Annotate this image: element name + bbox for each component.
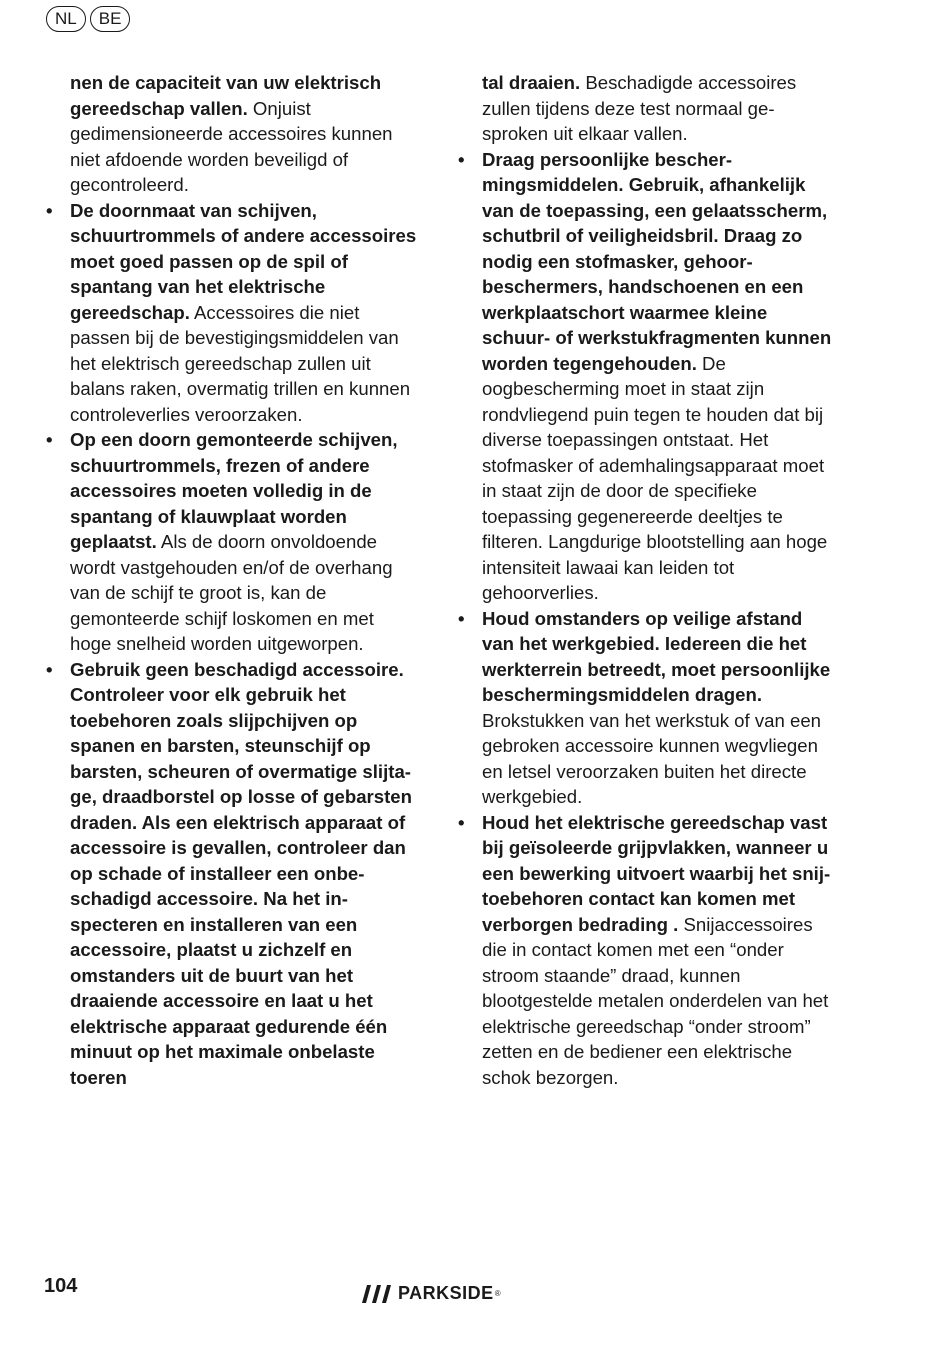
bold-text: Draag persoonlijke beschermingsmiddelen. Gebruik, afhankelijk van de toepassing, een gelaatsscherm, schutbril of veiligheidsbril. Draag zo nodig een stofmasker, gehoorbeschermers, handschoenen en een werkplaatschort waarmee kleine schuur- of werkstukfragmenten kunnen worden tegengehouden. (482, 148, 832, 374)
bold-text: nen de capaciteit van uw elektrisch gereedschap vallen. (70, 72, 382, 119)
body-text: Snijaccessoires die in contact komen met een “onder stroom staande” draad, kunnen blootgestelde metalen onderdelen van het elektrische gereedschap “onder stroom” zetten en de bediener een elektrische schok bezorgen. (482, 913, 829, 1088)
list-item (458, 147, 834, 606)
bold-text: De doornmaat van schijven, schuurtrommels of andere accessoires moet goed passen op de spil of spantang van het elektrische gereedschap. (70, 199, 417, 323)
bold-text: Gebruik geen beschadigd accessoire. Controleer voor elk gebruik het toebehoren zoals slijpchijven op spanen en barsten, steunschijf op barsten, scheuren of overmatige slijtage, draadborstel op losse of gebarsten draden. Als een elektrisch apparaat of accessoire is gevallen, controleer dan op schade of installeer een onbeschadigd accessoire. Na het inspecteren en installeren van een accessoire, plaatst u zichzelf en omstanders uit de buurt van het draaiende accessoire en laat u het elektrische apparaat gedurende één minuut op het maximale onbelaste toeren (70, 658, 412, 1088)
page-number: 104 (44, 1275, 78, 1297)
left-column (46, 70, 420, 1090)
continued-paragraph (482, 70, 834, 147)
list-item (46, 657, 420, 1091)
bullet-icon: • (46, 199, 53, 221)
bullet-icon: • (458, 148, 465, 170)
bold-text: Houd omstanders op veilige afstand van het werkgebied. Iedereen die het werkterrein betreedt, moet persoonlijke beschermingsmiddelen dragen. (482, 607, 831, 705)
bullet-icon: • (458, 811, 465, 833)
body-text: Onjuist gedimensioneerde accessoires kunnen niet afdoende worden beveiligd of gecontroleerd. (70, 97, 393, 195)
bold-text: Op een doorn gemonteerde schijven, schuurtrommels, frezen of andere accessoires moeten volledig in de spantang of klauwplaat worden geplaatst. (70, 429, 398, 552)
bold-text: tal draaien. (482, 72, 581, 93)
continued-paragraph (70, 70, 420, 198)
list-item (458, 810, 834, 1091)
list-item (458, 606, 834, 810)
body-text: Als de doorn onvoldoende wordt vastgehouden en/of de overhang van de schijf te groot is, kan de gemonteerde schijf loskomen en met hoge snelheid worden uitgeworpen. (70, 531, 393, 654)
lang-badge-be: BE (90, 6, 131, 32)
bullet-icon: • (458, 607, 465, 629)
list-item (46, 198, 420, 428)
language-badges (46, 6, 130, 32)
list-item (46, 427, 420, 657)
body-text: Accessoires die niet passen bij de bevestigingsmiddelen van het elektrisch gereedschap zullen uit balans raken, overmatig trillen en kunnen controleverlies veroorzaken. (70, 301, 411, 425)
body-text: Brokstukken van het werkstuk of van een gebroken accessoire kunnen wegvliegen en letsel veroorzaken buiten het directe werkgebied. (482, 709, 821, 807)
body-text: Beschadigde accessoires zullen tijdens deze test normaal gesproken uit elkaar vallen. (482, 72, 797, 144)
lang-badge-nl: NL (46, 6, 86, 32)
right-column (458, 70, 834, 1090)
bullet-icon: • (46, 429, 53, 450)
parkside-logo (362, 1283, 501, 1304)
bold-text: Houd het elektrische gereedschap vast bij geïsoleerde grijpvlakken, wanneer u een bewerking uitvoert waarbij het snijtoebehoren contact kan komen met verborgen bedrading . (482, 811, 831, 935)
registered-mark: ® (494, 1289, 501, 1298)
brand-name: PARKSIDE (398, 1283, 494, 1303)
parkside-slashes-icon (362, 1285, 394, 1303)
bullet-icon: • (46, 658, 53, 680)
body-text: De oogbescherming moet in staat zijn rondvliegend puin tegen te houden dat bij diverse toepassingen ontstaat. Het stofmasker of ademhalingsapparaat moet in staat zijn de door de specifieke toepassing gegenereerde deeltjes te filteren. Langdurige blootstelling aan hoge intensiteit lawaai kan leiden tot gehoorverlies. (482, 352, 828, 603)
